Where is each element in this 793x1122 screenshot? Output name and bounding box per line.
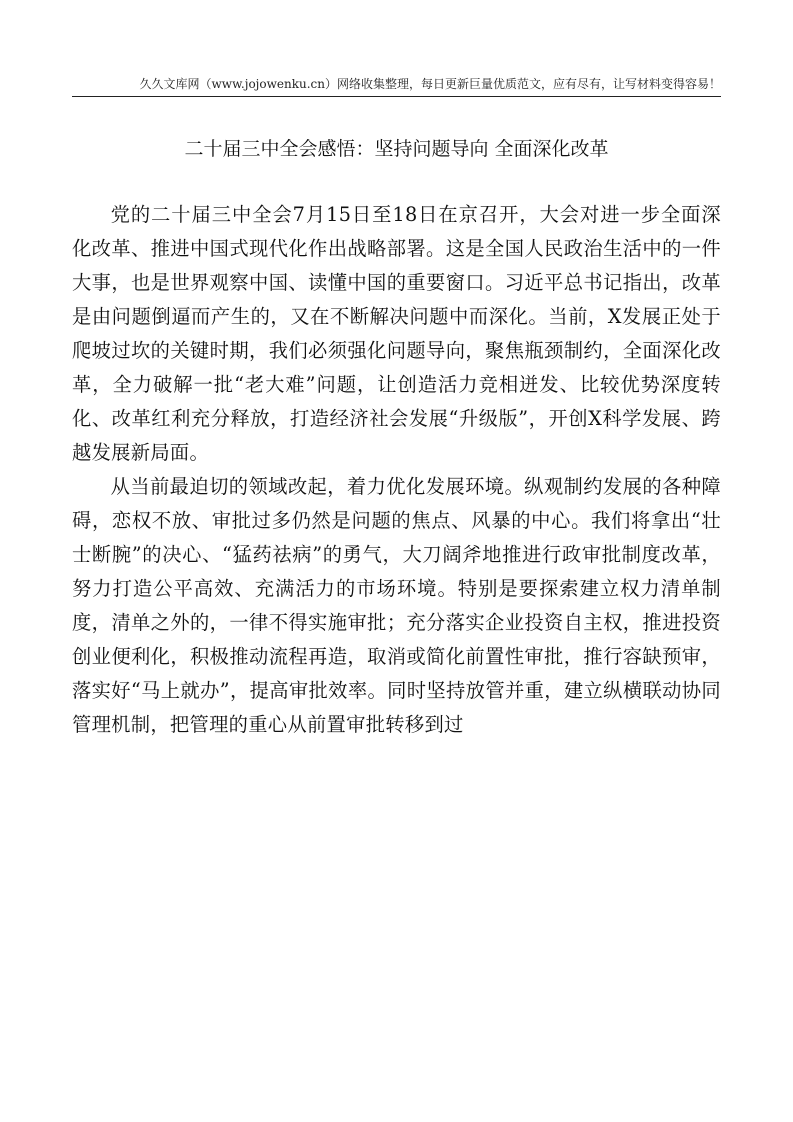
paragraph: 从当前最迫切的领域改起，着力优化发展环境。纵观制约发展的各种障碍，恋权不放、审批过多仍然是问题的焦点、风暴的中心。我们将拿出“壮士断腕”的决心、“猛药祛病”的勇气，大刀阔斧地推进行政审批制度改革，努力打造公平高效、充满活力的市场环境。特别是要探索建立权力清单制度，清单之外的，一律不得实施审批；充分落实企业投资自主权，推进投资创业便利化，积极推动流程再造，取消或简化前置性审批，推行容缺预审，落实好“马上就办”，提高审批效率。同时坚持放管并重，建立纵横联动协同管理机制，把管理的重心从前置审批转移到过 [72, 475, 721, 736]
page-header [72, 66, 721, 97]
document-title: 二十届三中全会感悟：坚持问题导向 全面深化改革 [184, 138, 609, 160]
paragraph: 党的二十届三中全会7月15日至18日在京召开，大会对进一步全面深化改革、推进中国式现代化作出战略部署。这是全国人民政治生活中的一件大事，也是世界观察中国、读懂中国的重要窗口。习近平总书记指出，改革是由问题倒逼而产生的，又在不断解决问题中而深化。当前，X发展正处于爬坡过坎的关键时期，我们必须强化问题导向，聚焦瓶颈制约，全面深化改革，全力破解一批“老大难”问题，让创造活力竞相迸发、比较优势深度转化、改革红利充分释放，打造经济社会发展“升级版”，开创X科学发展、跨越发展新局面。 [72, 203, 721, 464]
document-body [72, 198, 721, 742]
header-text: 久久文库网（www.jojowenku.cn）网络收集整理，每日更新巨量优质范文，应有尽有，让写材料变得容易！ [139, 77, 721, 91]
